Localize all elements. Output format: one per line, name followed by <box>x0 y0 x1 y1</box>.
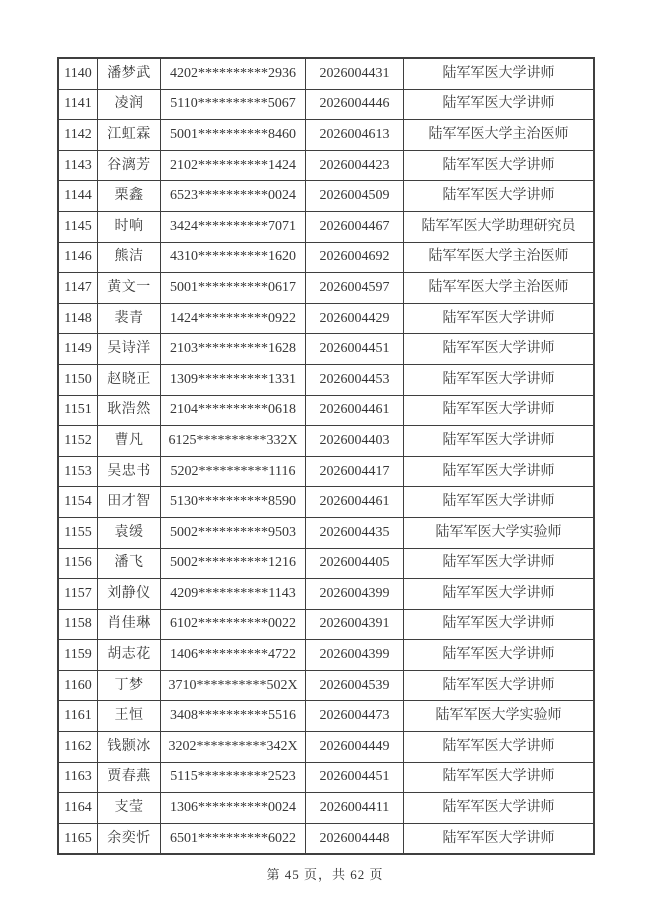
id-cell: 3424**********7071 <box>161 211 306 242</box>
title-cell: 陆军军医大学讲师 <box>404 150 595 181</box>
id-cell: 1424**********0922 <box>161 303 306 334</box>
code-cell: 2026004429 <box>306 303 404 334</box>
code-cell: 2026004399 <box>306 579 404 610</box>
title-cell: 陆军军医大学讲师 <box>404 548 595 579</box>
title-cell: 陆军军医大学助理研究员 <box>404 211 595 242</box>
seq-cell: 1145 <box>58 211 98 242</box>
id-cell: 6501**********6022 <box>161 823 306 854</box>
name-cell: 丁梦 <box>98 670 161 701</box>
id-cell: 2103**********1628 <box>161 334 306 365</box>
id-cell: 6125**********332X <box>161 426 306 457</box>
code-cell: 2026004391 <box>306 609 404 640</box>
code-cell: 2026004509 <box>306 181 404 212</box>
seq-cell: 1162 <box>58 732 98 763</box>
id-cell: 2104**********0618 <box>161 395 306 426</box>
title-cell: 陆军军医大学讲师 <box>404 395 595 426</box>
table-row <box>58 395 594 426</box>
name-cell: 谷漓芳 <box>98 150 161 181</box>
code-cell: 2026004467 <box>306 211 404 242</box>
name-cell: 田才智 <box>98 487 161 518</box>
title-cell: 陆军军医大学讲师 <box>404 334 595 365</box>
table-row <box>58 517 594 548</box>
title-cell: 陆军军医大学讲师 <box>404 609 595 640</box>
id-cell: 4202**********2936 <box>161 58 306 89</box>
code-cell: 2026004435 <box>306 517 404 548</box>
seq-cell: 1154 <box>58 487 98 518</box>
code-cell: 2026004461 <box>306 487 404 518</box>
id-cell: 1309**********1331 <box>161 364 306 395</box>
id-cell: 6102**********0022 <box>161 609 306 640</box>
table-row <box>58 58 594 89</box>
id-cell: 5115**********2523 <box>161 762 306 793</box>
id-cell: 5130**********8590 <box>161 487 306 518</box>
id-cell: 1306**********0024 <box>161 793 306 824</box>
name-cell: 潘飞 <box>98 548 161 579</box>
page-number: 第 45 页，共 62 页 <box>266 867 384 882</box>
table-row <box>58 303 594 334</box>
table-row <box>58 89 594 120</box>
code-cell: 2026004417 <box>306 456 404 487</box>
seq-cell: 1159 <box>58 640 98 671</box>
table-row <box>58 120 594 151</box>
name-cell: 钱颢冰 <box>98 732 161 763</box>
code-cell: 2026004411 <box>306 793 404 824</box>
id-cell: 5001**********0617 <box>161 273 306 304</box>
name-cell: 凌润 <box>98 89 161 120</box>
seq-cell: 1156 <box>58 548 98 579</box>
code-cell: 2026004399 <box>306 640 404 671</box>
name-cell: 胡志花 <box>98 640 161 671</box>
title-cell: 陆军军医大学讲师 <box>404 303 595 334</box>
name-cell: 吴忠书 <box>98 456 161 487</box>
table-row <box>58 273 594 304</box>
title-cell: 陆军军医大学主治医师 <box>404 120 595 151</box>
table-row <box>58 426 594 457</box>
code-cell: 2026004539 <box>306 670 404 701</box>
table-row <box>58 609 594 640</box>
table-row <box>58 181 594 212</box>
name-cell: 时响 <box>98 211 161 242</box>
title-cell: 陆军军医大学讲师 <box>404 426 595 457</box>
title-cell: 陆军军医大学实验师 <box>404 701 595 732</box>
table-row <box>58 150 594 181</box>
seq-cell: 1144 <box>58 181 98 212</box>
title-cell: 陆军军医大学讲师 <box>404 181 595 212</box>
seq-cell: 1148 <box>58 303 98 334</box>
id-cell: 5110**********5067 <box>161 89 306 120</box>
code-cell: 2026004451 <box>306 762 404 793</box>
id-cell: 4209**********1143 <box>161 579 306 610</box>
title-cell: 陆军军医大学讲师 <box>404 487 595 518</box>
code-cell: 2026004461 <box>306 395 404 426</box>
table-row <box>58 456 594 487</box>
table-row <box>58 732 594 763</box>
table-row <box>58 579 594 610</box>
title-cell: 陆军军医大学讲师 <box>404 823 595 854</box>
seq-cell: 1161 <box>58 701 98 732</box>
code-cell: 2026004449 <box>306 732 404 763</box>
seq-cell: 1146 <box>58 242 98 273</box>
name-cell: 余奕忻 <box>98 823 161 854</box>
code-cell: 2026004423 <box>306 150 404 181</box>
id-cell: 5202**********1116 <box>161 456 306 487</box>
seq-cell: 1158 <box>58 609 98 640</box>
seq-cell: 1155 <box>58 517 98 548</box>
id-cell: 4310**********1620 <box>161 242 306 273</box>
code-cell: 2026004451 <box>306 334 404 365</box>
title-cell: 陆军军医大学讲师 <box>404 732 595 763</box>
table-row <box>58 670 594 701</box>
title-cell: 陆军军医大学讲师 <box>404 640 595 671</box>
title-cell: 陆军军医大学讲师 <box>404 89 595 120</box>
code-cell: 2026004597 <box>306 273 404 304</box>
id-cell: 5001**********8460 <box>161 120 306 151</box>
seq-cell: 1147 <box>58 273 98 304</box>
table-row <box>58 701 594 732</box>
table-row <box>58 548 594 579</box>
seq-cell: 1151 <box>58 395 98 426</box>
id-cell: 5002**********9503 <box>161 517 306 548</box>
seq-cell: 1140 <box>58 58 98 89</box>
name-cell: 吴诗洋 <box>98 334 161 365</box>
name-cell: 潘梦武 <box>98 58 161 89</box>
table-row <box>58 334 594 365</box>
name-cell: 王恒 <box>98 701 161 732</box>
name-cell: 肖佳琳 <box>98 609 161 640</box>
name-cell: 耿浩然 <box>98 395 161 426</box>
code-cell: 2026004403 <box>306 426 404 457</box>
name-cell: 刘静仪 <box>98 579 161 610</box>
seq-cell: 1143 <box>58 150 98 181</box>
seq-cell: 1165 <box>58 823 98 854</box>
name-cell: 支莹 <box>98 793 161 824</box>
seq-cell: 1142 <box>58 120 98 151</box>
title-cell: 陆军军医大学讲师 <box>404 793 595 824</box>
name-cell: 黄文一 <box>98 273 161 304</box>
code-cell: 2026004448 <box>306 823 404 854</box>
name-cell: 江虹霖 <box>98 120 161 151</box>
id-cell: 3202**********342X <box>161 732 306 763</box>
seq-cell: 1164 <box>58 793 98 824</box>
personnel-table <box>57 57 595 855</box>
name-cell: 赵晓正 <box>98 364 161 395</box>
code-cell: 2026004446 <box>306 89 404 120</box>
table-row <box>58 762 594 793</box>
table-row <box>58 364 594 395</box>
title-cell: 陆军军医大学主治医师 <box>404 242 595 273</box>
name-cell: 曹凡 <box>98 426 161 457</box>
table-row <box>58 487 594 518</box>
code-cell: 2026004473 <box>306 701 404 732</box>
code-cell: 2026004405 <box>306 548 404 579</box>
id-cell: 3408**********5516 <box>161 701 306 732</box>
seq-cell: 1163 <box>58 762 98 793</box>
title-cell: 陆军军医大学讲师 <box>404 364 595 395</box>
table-row <box>58 211 594 242</box>
title-cell: 陆军军医大学讲师 <box>404 58 595 89</box>
code-cell: 2026004613 <box>306 120 404 151</box>
name-cell: 栗鑫 <box>98 181 161 212</box>
seq-cell: 1150 <box>58 364 98 395</box>
name-cell: 贾春燕 <box>98 762 161 793</box>
id-cell: 3710**********502X <box>161 670 306 701</box>
table-row <box>58 242 594 273</box>
seq-cell: 1157 <box>58 579 98 610</box>
id-cell: 5002**********1216 <box>161 548 306 579</box>
name-cell: 袁缓 <box>98 517 161 548</box>
code-cell: 2026004692 <box>306 242 404 273</box>
table-body <box>58 58 594 854</box>
name-cell: 裴青 <box>98 303 161 334</box>
id-cell: 6523**********0024 <box>161 181 306 212</box>
title-cell: 陆军军医大学实验师 <box>404 517 595 548</box>
title-cell: 陆军军医大学讲师 <box>404 456 595 487</box>
seq-cell: 1160 <box>58 670 98 701</box>
table-row <box>58 793 594 824</box>
seq-cell: 1152 <box>58 426 98 457</box>
title-cell: 陆军军医大学讲师 <box>404 579 595 610</box>
code-cell: 2026004453 <box>306 364 404 395</box>
title-cell: 陆军军医大学讲师 <box>404 670 595 701</box>
id-cell: 1406**********4722 <box>161 640 306 671</box>
code-cell: 2026004431 <box>306 58 404 89</box>
name-cell: 熊洁 <box>98 242 161 273</box>
seq-cell: 1141 <box>58 89 98 120</box>
seq-cell: 1153 <box>58 456 98 487</box>
title-cell: 陆军军医大学讲师 <box>404 762 595 793</box>
seq-cell: 1149 <box>58 334 98 365</box>
personnel-table-container <box>57 57 595 855</box>
title-cell: 陆军军医大学主治医师 <box>404 273 595 304</box>
id-cell: 2102**********1424 <box>161 150 306 181</box>
table-row <box>58 823 594 854</box>
table-row <box>58 640 594 671</box>
